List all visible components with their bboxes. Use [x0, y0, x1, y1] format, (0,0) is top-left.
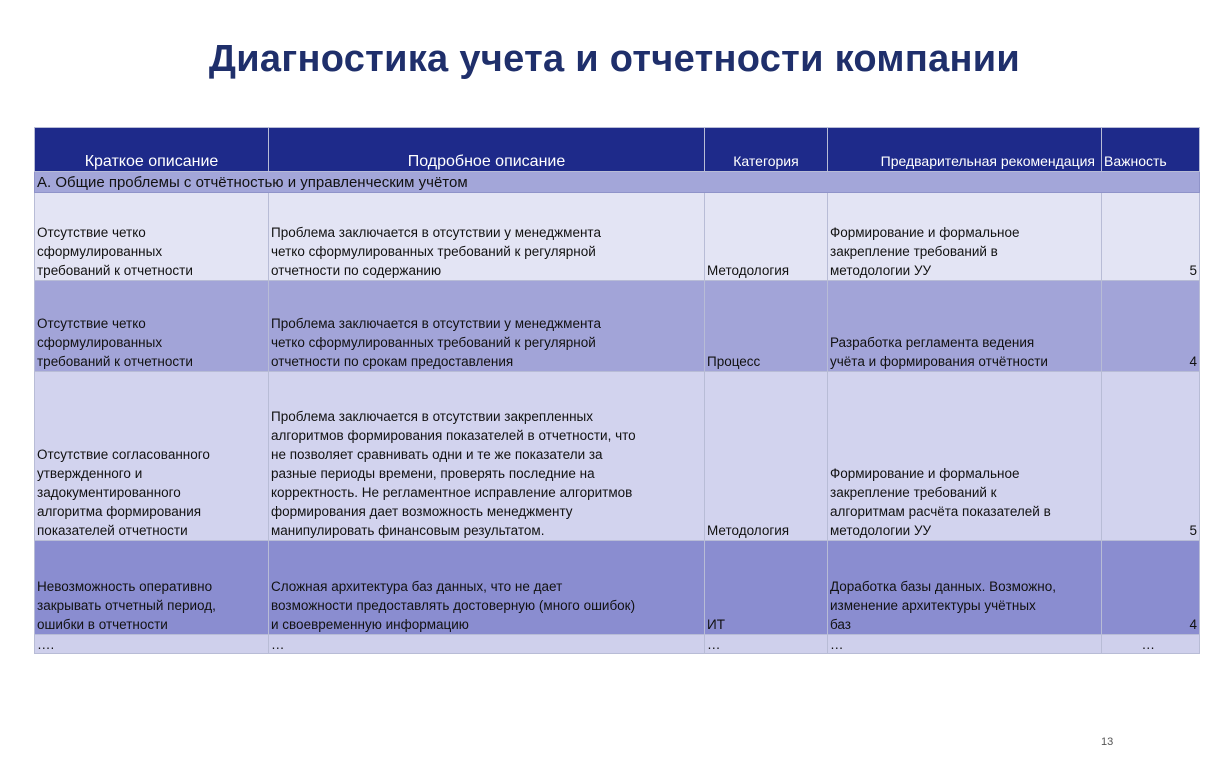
cell-importance: 4	[1102, 281, 1200, 372]
table-header	[35, 128, 1200, 172]
header-detailed-description: Подробное описание	[269, 128, 705, 172]
cell-detail: Проблема заключается в отсутствии у менеджмента четко сформулированных требований к регулярной отчетности по содержанию	[269, 193, 705, 281]
section-label: А. Общие проблемы с отчётностью и управленческим учётом	[35, 172, 1200, 193]
cell-category: Методология	[705, 372, 828, 541]
cell-importance: …	[1102, 635, 1200, 654]
cell-category: …	[705, 635, 828, 654]
table-row	[35, 635, 1200, 654]
cell-importance: 5	[1102, 193, 1200, 281]
table-row	[35, 193, 1200, 281]
cell-recommendation: …	[828, 635, 1102, 654]
cell-recommendation: Разработка регламента ведения учёта и формирования отчётности	[828, 281, 1102, 372]
cell-detail: Сложная архитектура баз данных, что не дает возможности предоставлять достоверную (много ошибок) и своевременную информацию	[269, 541, 705, 635]
cell-short: ….	[35, 635, 269, 654]
cell-category: Процесс	[705, 281, 828, 372]
header-recommendation: Предварительная рекомендация	[828, 128, 1102, 172]
header-short-description: Краткое описание	[35, 128, 269, 172]
page-number: 13	[1101, 736, 1114, 748]
cell-short: Отсутствие согласованного утвержденного и задокументированного алгоритма формирования показателей отчетности	[35, 372, 269, 541]
cell-category: ИТ	[705, 541, 828, 635]
cell-detail: …	[269, 635, 705, 654]
table-row	[35, 541, 1200, 635]
header-category: Категория	[705, 128, 828, 172]
cell-detail: Проблема заключается в отсутствии закрепленных алгоритмов формирования показателей в отчетности, что не позволяет сравнивать одни и те же показатели за разные периоды времени, проверять последние на корректность. Не регламентное исправление алгоритмов формирования дает возможность менеджменту манипулировать финансовым результатом.	[269, 372, 705, 541]
cell-importance: 5	[1102, 372, 1200, 541]
cell-recommendation: Формирование и формальное закрепление требований к алгоритмам расчёта показателей в методологии УУ	[828, 372, 1102, 541]
cell-short: Отсутствие четко сформулированных требований к отчетности	[35, 281, 269, 372]
section-row	[35, 172, 1200, 193]
table-row	[35, 372, 1200, 541]
cell-short: Невозможность оперативно закрывать отчетный период, ошибки в отчетности	[35, 541, 269, 635]
cell-importance: 4	[1102, 541, 1200, 635]
cell-recommendation: Формирование и формальное закрепление требований в методологии УУ	[828, 193, 1102, 281]
table-row	[35, 281, 1200, 372]
cell-recommendation: Доработка базы данных. Возможно, изменение архитектуры учётных баз	[828, 541, 1102, 635]
cell-detail: Проблема заключается в отсутствии у менеджмента четко сформулированных требований к регулярной отчетности по срокам предоставления	[269, 281, 705, 372]
cell-short: Отсутствие четко сформулированных требований к отчетности	[35, 193, 269, 281]
diagnostics-table	[34, 127, 1200, 654]
cell-category: Методология	[705, 193, 828, 281]
page-title: Диагностика учета и отчетности компании	[208, 38, 1021, 80]
header-importance: Важность	[1102, 128, 1200, 172]
